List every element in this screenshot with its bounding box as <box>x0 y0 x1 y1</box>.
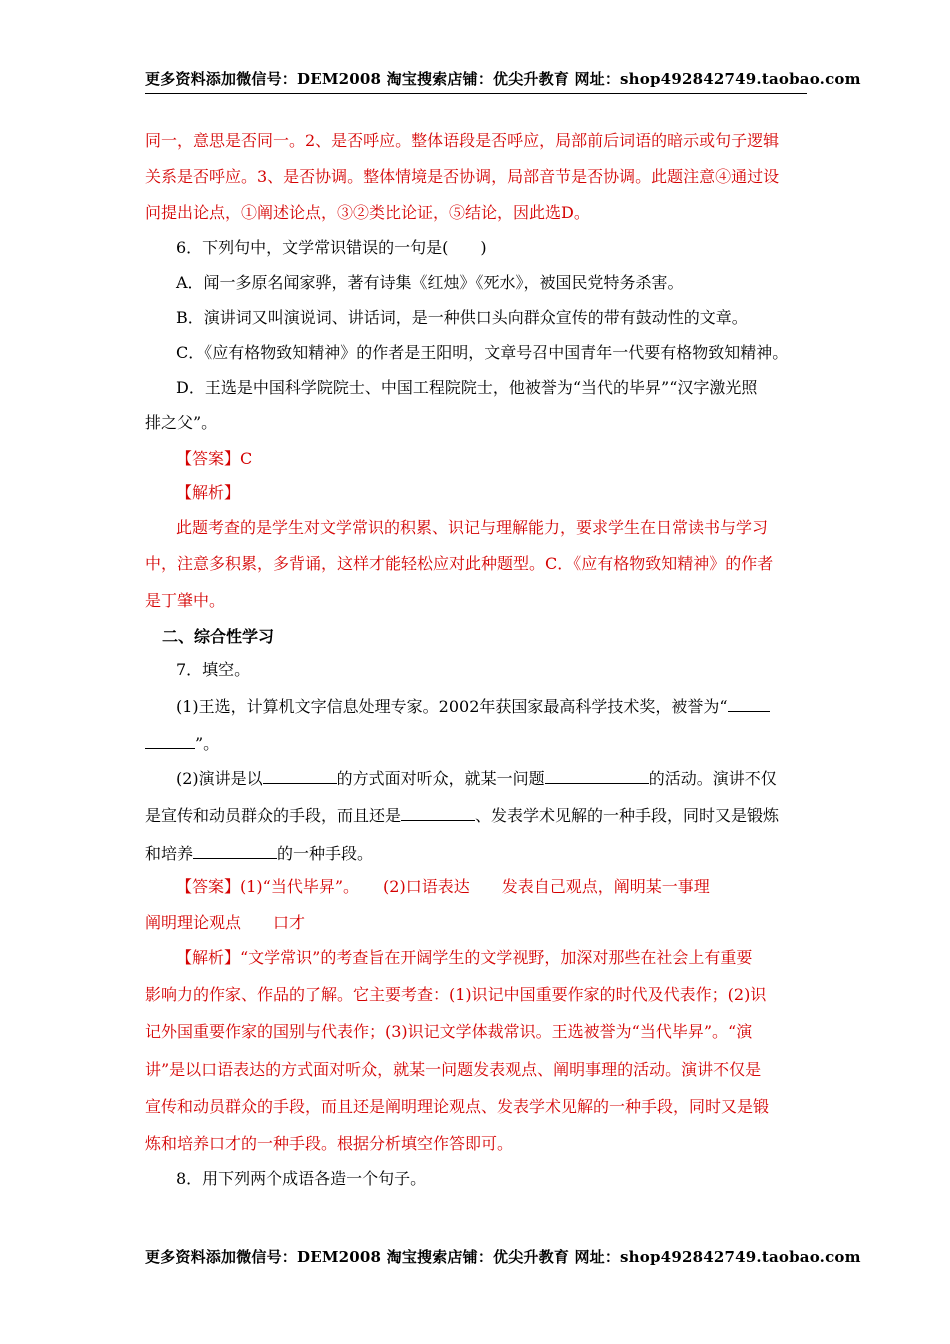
fill-blank[interactable] <box>728 695 770 712</box>
q7-part2-text-c: 的活动。演讲不仅 <box>648 769 777 788</box>
q7-analysis-line-1: 【解析】“文学常识”的考查旨在开阔学生的文学视野，加深对那些在社会上有重要 <box>176 948 753 967</box>
intro-line-3: 问提出论点，①阐述论点，③②类比论证，⑤结论，因此选D。 <box>145 203 590 222</box>
q7-analysis-line-2: 影响力的作家、作品的了解。它主要考查：(1)识记中国重要作家的时代及代表作；(2)识 <box>145 985 767 1004</box>
q6-answer: 【答案】C <box>176 449 253 468</box>
fill-blank[interactable] <box>145 732 195 749</box>
q7-analysis-line-3: 记外国重要作家的国别与代表作；(3)识记文学体裁常识。王选被誉为“当代毕昇”。“演 <box>145 1022 753 1041</box>
q7-part2-text-d: 是宣传和动员群众的手段，而且还是 <box>145 806 402 825</box>
q7-part2-text-g: 的一种手段。 <box>277 844 374 863</box>
fill-blank[interactable] <box>193 842 277 859</box>
page-footer: 更多资料添加微信号：DEM2008 淘宝搜索店铺：优尖升教育 网址：shop492842749.taobao.com <box>145 1248 861 1266</box>
q7-answer-line-2: 阐明理论观点 口才 <box>145 913 306 932</box>
q6-option-d-line-1: D．王选是中国科学院院士、中国工程院院士，他被誉为“当代的毕昇”“汉字激光照 <box>176 378 758 397</box>
q6-option-a: A．闻一多原名闻家骅，著有诗集《红烛》《死水》，被国民党特务杀害。 <box>176 273 684 292</box>
q6-option-c: C．《应有格物致知精神》的作者是王阳明，文章号召中国青年一代要有格物致知精神。 <box>176 343 789 362</box>
q7-part1-line-1 <box>176 695 810 717</box>
q6-stem: 6．下列句中，文学常识错误的一句是( ) <box>176 238 487 257</box>
intro-line-2: 关系是否呼应。3、是否协调。整体情境是否协调，局部音节是否协调。此题注意④通过设 <box>145 167 780 186</box>
q6-analysis-line-3: 是丁肇中。 <box>145 591 226 610</box>
fill-blank[interactable] <box>263 767 337 784</box>
page-header: 更多资料添加微信号：DEM2008 淘宝搜索店铺：优尖升教育 网址：shop492842749.taobao.com <box>145 68 807 94</box>
q7-analysis-line-6: 炼和培养口才的一种手段。根据分析填空作答即可。 <box>145 1134 514 1153</box>
q6-option-b: B．演讲词又叫演说词、讲话词，是一种供口头向群众宣传的带有鼓动性的文章。 <box>176 308 748 327</box>
q7-stem: 7．填空。 <box>176 660 251 679</box>
q8-stem: 8．用下列两个成语各造一个句子。 <box>176 1169 427 1188</box>
q7-part2-line-2 <box>145 804 810 826</box>
q7-part1-text: (1)王选，计算机文字信息处理专家。2002年获国家最高科学技术奖，被誉为“ <box>176 697 728 716</box>
q7-part2-line-3 <box>145 842 810 864</box>
q7-part1-end: ”。 <box>195 734 220 753</box>
q7-analysis-line-4: 讲”是以口语表达的方式面对听众，就某一问题发表观点、阐明事理的活动。演讲不仅是 <box>145 1060 762 1079</box>
q7-part2-text-e: 、发表学术见解的一种手段，同时又是锻炼 <box>475 806 780 825</box>
q6-analysis-line-2: 中，注意多积累，多背诵，这样才能轻松应对此种题型。C．《应有格物致知精神》的作者 <box>145 554 774 573</box>
fill-blank[interactable] <box>401 804 475 821</box>
q7-part2-text-b: 的方式面对听众，就某一问题 <box>336 769 545 788</box>
q7-part2-line-1 <box>176 767 810 789</box>
section-title: 二、综合性学习 <box>162 627 275 646</box>
intro-line-1: 同一，意思是否同一。2、是否呼应。整体语段是否呼应，局部前后词语的暗示或句子逻辑 <box>145 131 780 150</box>
q7-part2-text-a: (2)演讲是以 <box>176 769 263 788</box>
fill-blank[interactable] <box>545 767 649 784</box>
q7-analysis-line-5: 宣传和动员群众的手段，而且还是阐明理论观点、发表学术见解的一种手段，同时又是锻 <box>145 1097 770 1116</box>
q6-option-d-line-2: 排之父”。 <box>145 413 218 432</box>
q7-answer-line-1: 【答案】(1)“当代毕昇”。 (2)口语表达 发表自己观点，阐明某一事理 <box>176 877 710 896</box>
q7-part1-line-2 <box>145 732 810 754</box>
q6-analysis-line-1: 此题考查的是学生对文学常识的积累、识记与理解能力，要求学生在日常读书与学习 <box>176 518 769 537</box>
q7-part2-text-f: 和培养 <box>145 844 194 863</box>
q6-analysis-label: 【解析】 <box>176 483 241 502</box>
